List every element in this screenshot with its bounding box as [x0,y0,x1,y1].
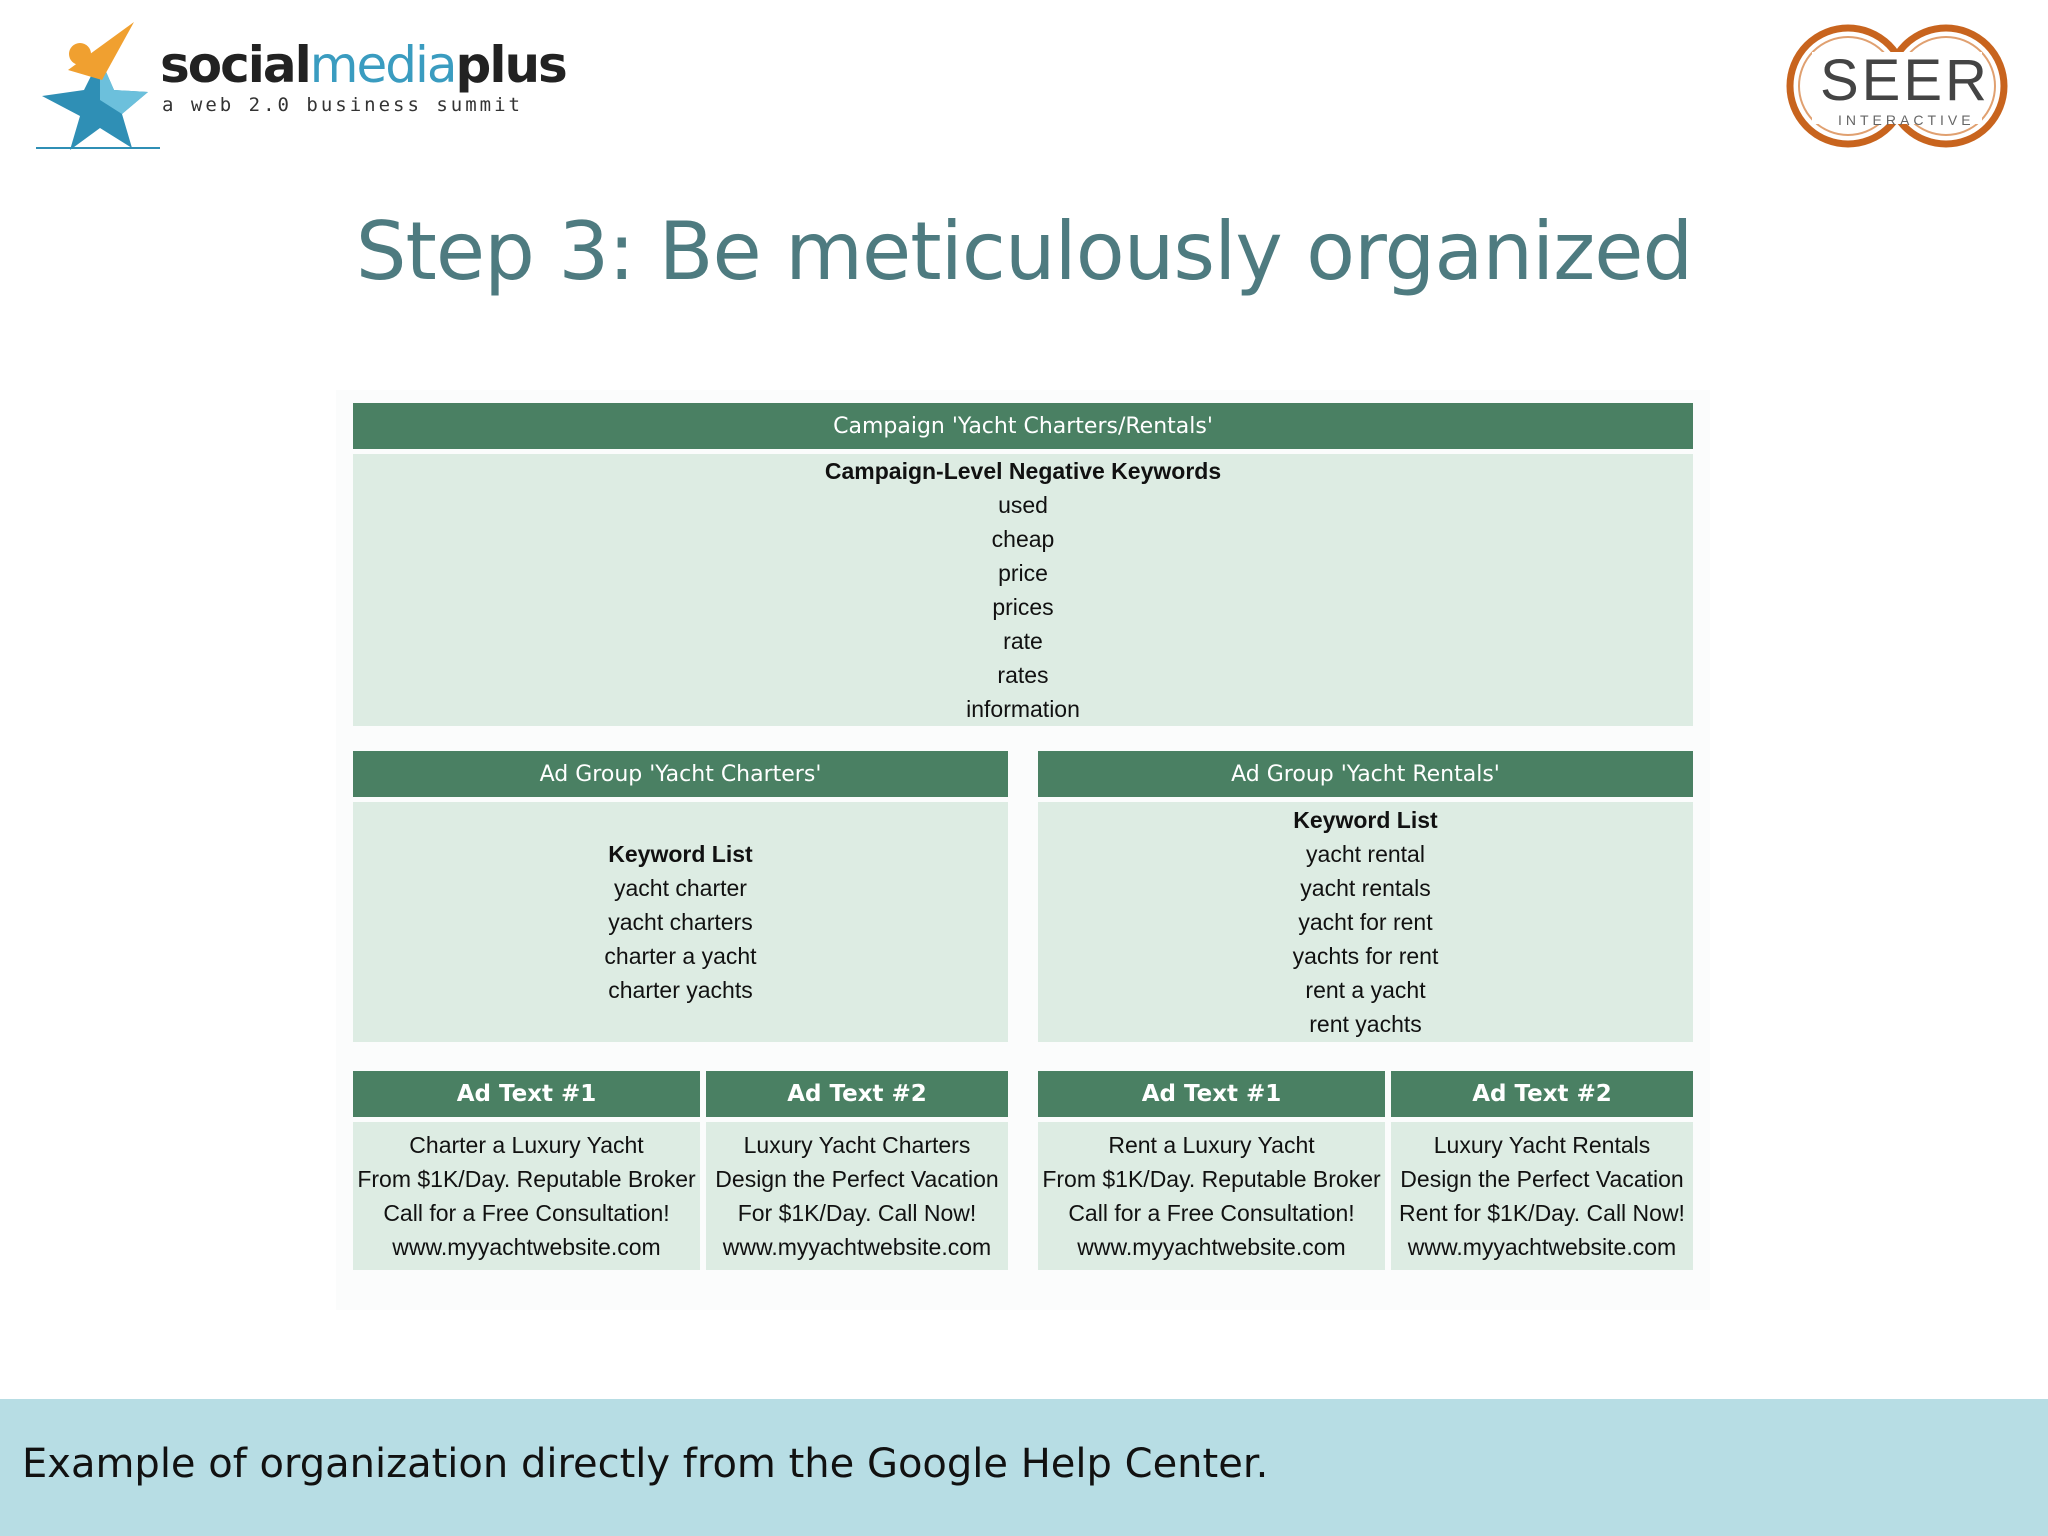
ad-text-body [1038,1122,1385,1270]
ad-text-body [1391,1122,1693,1270]
keyword: yacht charter [614,875,747,901]
ad-line: For $1K/Day. Call Now! [737,1200,977,1226]
ad-text-body [353,1122,700,1270]
negative-keyword: cheap [991,526,1055,552]
negatives-title: Campaign-Level Negative Keywords [824,458,1222,484]
ad-line: Charter a Luxury Yacht [409,1132,644,1158]
keyword-list-title: Keyword List [1293,807,1438,833]
campaign-header: Campaign 'Yacht Charters/Rentals' [353,403,1693,449]
ad-line: Design the Perfect Vacation [715,1166,999,1192]
logo-tagline: a web 2.0 business summit [162,94,523,116]
ad-line: www.myyachtwebsite.com [722,1234,992,1260]
keyword: yacht for rent [1298,909,1433,935]
star-figure-icon [30,18,170,163]
ad-line: www.myyachtwebsite.com [392,1234,661,1260]
keyword-list-charters [353,802,1008,1042]
keyword: rent yachts [1309,1011,1422,1037]
ad-line: Luxury Yacht Charters [743,1132,971,1158]
seer-wordmark: SEER [1820,48,1990,113]
campaign-structure-table [336,390,1710,1310]
ad-line: Rent a Luxury Yacht [1108,1132,1315,1158]
ad-line: Design the Perfect Vacation [1400,1166,1684,1192]
socialmediaplus-logo [30,18,566,163]
keyword-list-title: Keyword List [608,841,753,867]
keyword: charter a yacht [604,943,757,969]
ad-text-header: Ad Text #2 [706,1071,1008,1117]
ad-text-header: Ad Text #1 [1038,1071,1385,1117]
keyword: rent a yacht [1305,977,1426,1003]
ad-line: www.myyachtwebsite.com [1407,1234,1677,1260]
seer-interactive-logo [1782,22,2012,150]
negative-keyword: used [998,492,1048,518]
campaign-negatives-cell [353,454,1693,726]
footer-band [0,1399,2048,1536]
keyword: yacht rentals [1300,875,1431,901]
footer-caption: Example of organization directly from the Google Help Center. [22,1441,1269,1487]
ad-line: Rent for $1K/Day. Call Now! [1399,1200,1685,1226]
ad-line: From $1K/Day. Reputable Broker [1042,1166,1381,1192]
ad-text-header: Ad Text #2 [1391,1071,1693,1117]
negative-keyword: information [966,696,1080,722]
ad-line: www.myyachtwebsite.com [1077,1234,1346,1260]
keyword: charter yachts [608,977,753,1003]
negative-keyword: rate [1003,628,1043,654]
ad-text-body [706,1122,1008,1270]
ad-line: Call for a Free Consultation! [383,1200,670,1226]
ad-group-header-charters: Ad Group 'Yacht Charters' [353,751,1008,797]
keyword-list-rentals [1038,802,1693,1042]
ad-group-header-rentals: Ad Group 'Yacht Rentals' [1038,751,1693,797]
ad-line: Call for a Free Consultation! [1068,1200,1355,1226]
negative-keyword: prices [992,594,1054,620]
ad-text-header: Ad Text #1 [353,1071,700,1117]
logo-wordmark: socialmediaplus [160,36,566,94]
slide-title: Step 3: Be meticulously organized [355,205,1693,298]
negative-keyword: price [998,560,1048,586]
keyword: yacht rental [1306,841,1425,867]
negative-keyword: rates [997,662,1049,688]
keyword: yachts for rent [1292,943,1439,969]
ad-line: Luxury Yacht Rentals [1433,1132,1651,1158]
ad-line: From $1K/Day. Reputable Broker [357,1166,696,1192]
seer-subtitle: INTERACTIVE [1838,112,1975,128]
keyword: yacht charters [608,909,753,935]
